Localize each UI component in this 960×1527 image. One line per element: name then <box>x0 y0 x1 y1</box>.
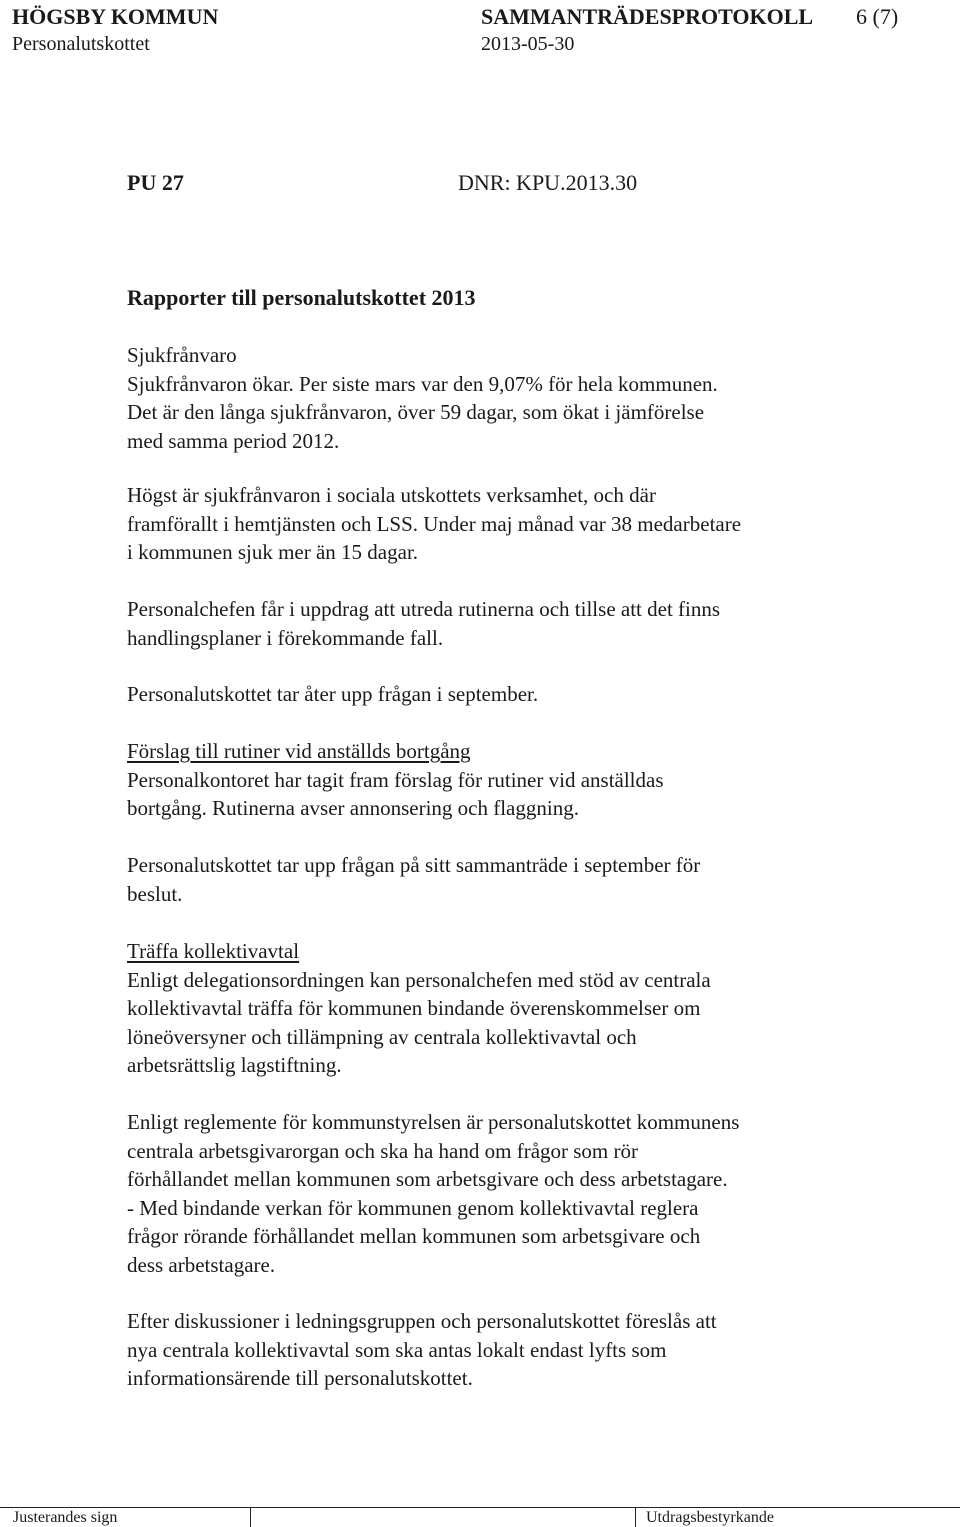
routines-paragraph-2 <box>127 851 927 908</box>
paragraph-line: Personalutskottet tar upp frågan på sitt sammanträde i september för <box>127 853 701 877</box>
agreement-section <box>127 937 927 1080</box>
paragraph-line: Enligt delegationsordningen kan personalchefen med stöd av centrala <box>127 967 711 992</box>
meeting-date: 2013-05-30 <box>481 33 575 55</box>
paragraph-line: - Med bindande verkan för kommunen genom kollektivavtal reglera <box>127 1195 699 1220</box>
paragraph-line: Personalkontoret har tagit fram förslag för rutiner vid anställdas <box>127 767 664 792</box>
paragraph-line: Sjukfrånvaron ökar. Per siste mars var den 9,07% för hela kommunen. <box>127 371 718 396</box>
document-type: SAMMANTRÄDESPROTOKOLL <box>481 4 814 29</box>
paragraph-line: framförallt i hemtjänsten och LSS. Under maj månad var 38 medarbetare <box>127 511 742 536</box>
paragraph-line: frågor rörande förhållandet mellan kommunen som arbetsgivare och <box>127 1224 701 1249</box>
paragraph-line: arbetsrättslig lagstiftning. <box>127 1053 342 1078</box>
extract-certification-label: Utdragsbestyrkande <box>646 1509 774 1526</box>
paragraph-line: med samma period 2012. <box>127 428 340 453</box>
sick-leave-section <box>127 341 927 455</box>
section-title: Rapporter till personalutskottet 2013 <box>127 285 476 310</box>
paragraph-line: Det är den långa sjukfrånvaron, över 59 dagar, som ökat i jämförelse <box>127 400 705 425</box>
paragraph-line: dess arbetstagare. <box>127 1252 276 1277</box>
sick-leave-paragraph-4 <box>127 680 927 709</box>
paragraph-line: förhållandet mellan kommunen som arbetsgivare och dess arbetstagare. <box>127 1167 728 1192</box>
routines-section <box>127 737 927 823</box>
committee-name: Personalutskottet <box>12 33 150 55</box>
agreement-paragraph-3 <box>127 1307 927 1393</box>
page-number: 6 (7) <box>856 4 899 29</box>
agreement-paragraph-2 <box>127 1108 927 1280</box>
paragraph-line: beslut. <box>127 881 183 906</box>
paragraph-line: kollektivavtal träffa för kommunen bindande överenskommelser om <box>127 996 701 1021</box>
routines-heading: Förslag till rutiner vid anställds bortgång <box>127 739 471 763</box>
paragraph-line: Högst är sjukfrånvaron i sociala utskottets verksamhet, och där <box>127 483 656 507</box>
sick-leave-paragraph-2 <box>127 481 927 567</box>
case-dnr: DNR: KPU.2013.30 <box>458 170 638 195</box>
case-number: PU 27 <box>127 170 184 195</box>
paragraph-line: i kommunen sjuk mer än 15 dagar. <box>127 540 419 565</box>
agreement-heading: Träffa kollektivavtal <box>127 939 300 963</box>
paragraph-line: Efter diskussioner i ledningsgruppen och personalutskottet föreslås att <box>127 1309 717 1333</box>
paragraph-line: informationsärende till personalutskottet. <box>127 1366 473 1391</box>
paragraph-line: Enligt reglemente för kommunstyrelsen är personalutskottet kommunens <box>127 1110 740 1134</box>
paragraph-line: nya centrala kollektivavtal som ska antas lokalt endast lyfts som <box>127 1337 667 1362</box>
sick-leave-heading: Sjukfrånvaro <box>127 343 237 367</box>
footer-separator <box>250 1507 251 1527</box>
paragraph-line: centrala arbetsgivarorgan och ska ha hand om frågor som rör <box>127 1138 639 1163</box>
paragraph-line: handlingsplaner i förekommande fall. <box>127 625 444 650</box>
signature-label: Justerandes sign <box>13 1509 118 1526</box>
sick-leave-paragraph-3 <box>127 595 927 652</box>
municipality-name: HÖGSBY KOMMUN <box>12 4 219 29</box>
paragraph-line: bortgång. Rutinerna avser annonsering och flaggning. <box>127 796 579 821</box>
paragraph-line: Personalchefen får i uppdrag att utreda rutinerna och tillse att det finns <box>127 597 721 621</box>
footer-separator <box>635 1507 636 1527</box>
paragraph-line: löneöversyner och tillämpning av centrala kollektivavtal och <box>127 1024 637 1049</box>
footer-divider <box>0 1507 960 1508</box>
paragraph-line: Personalutskottet tar åter upp frågan i september. <box>127 682 539 706</box>
